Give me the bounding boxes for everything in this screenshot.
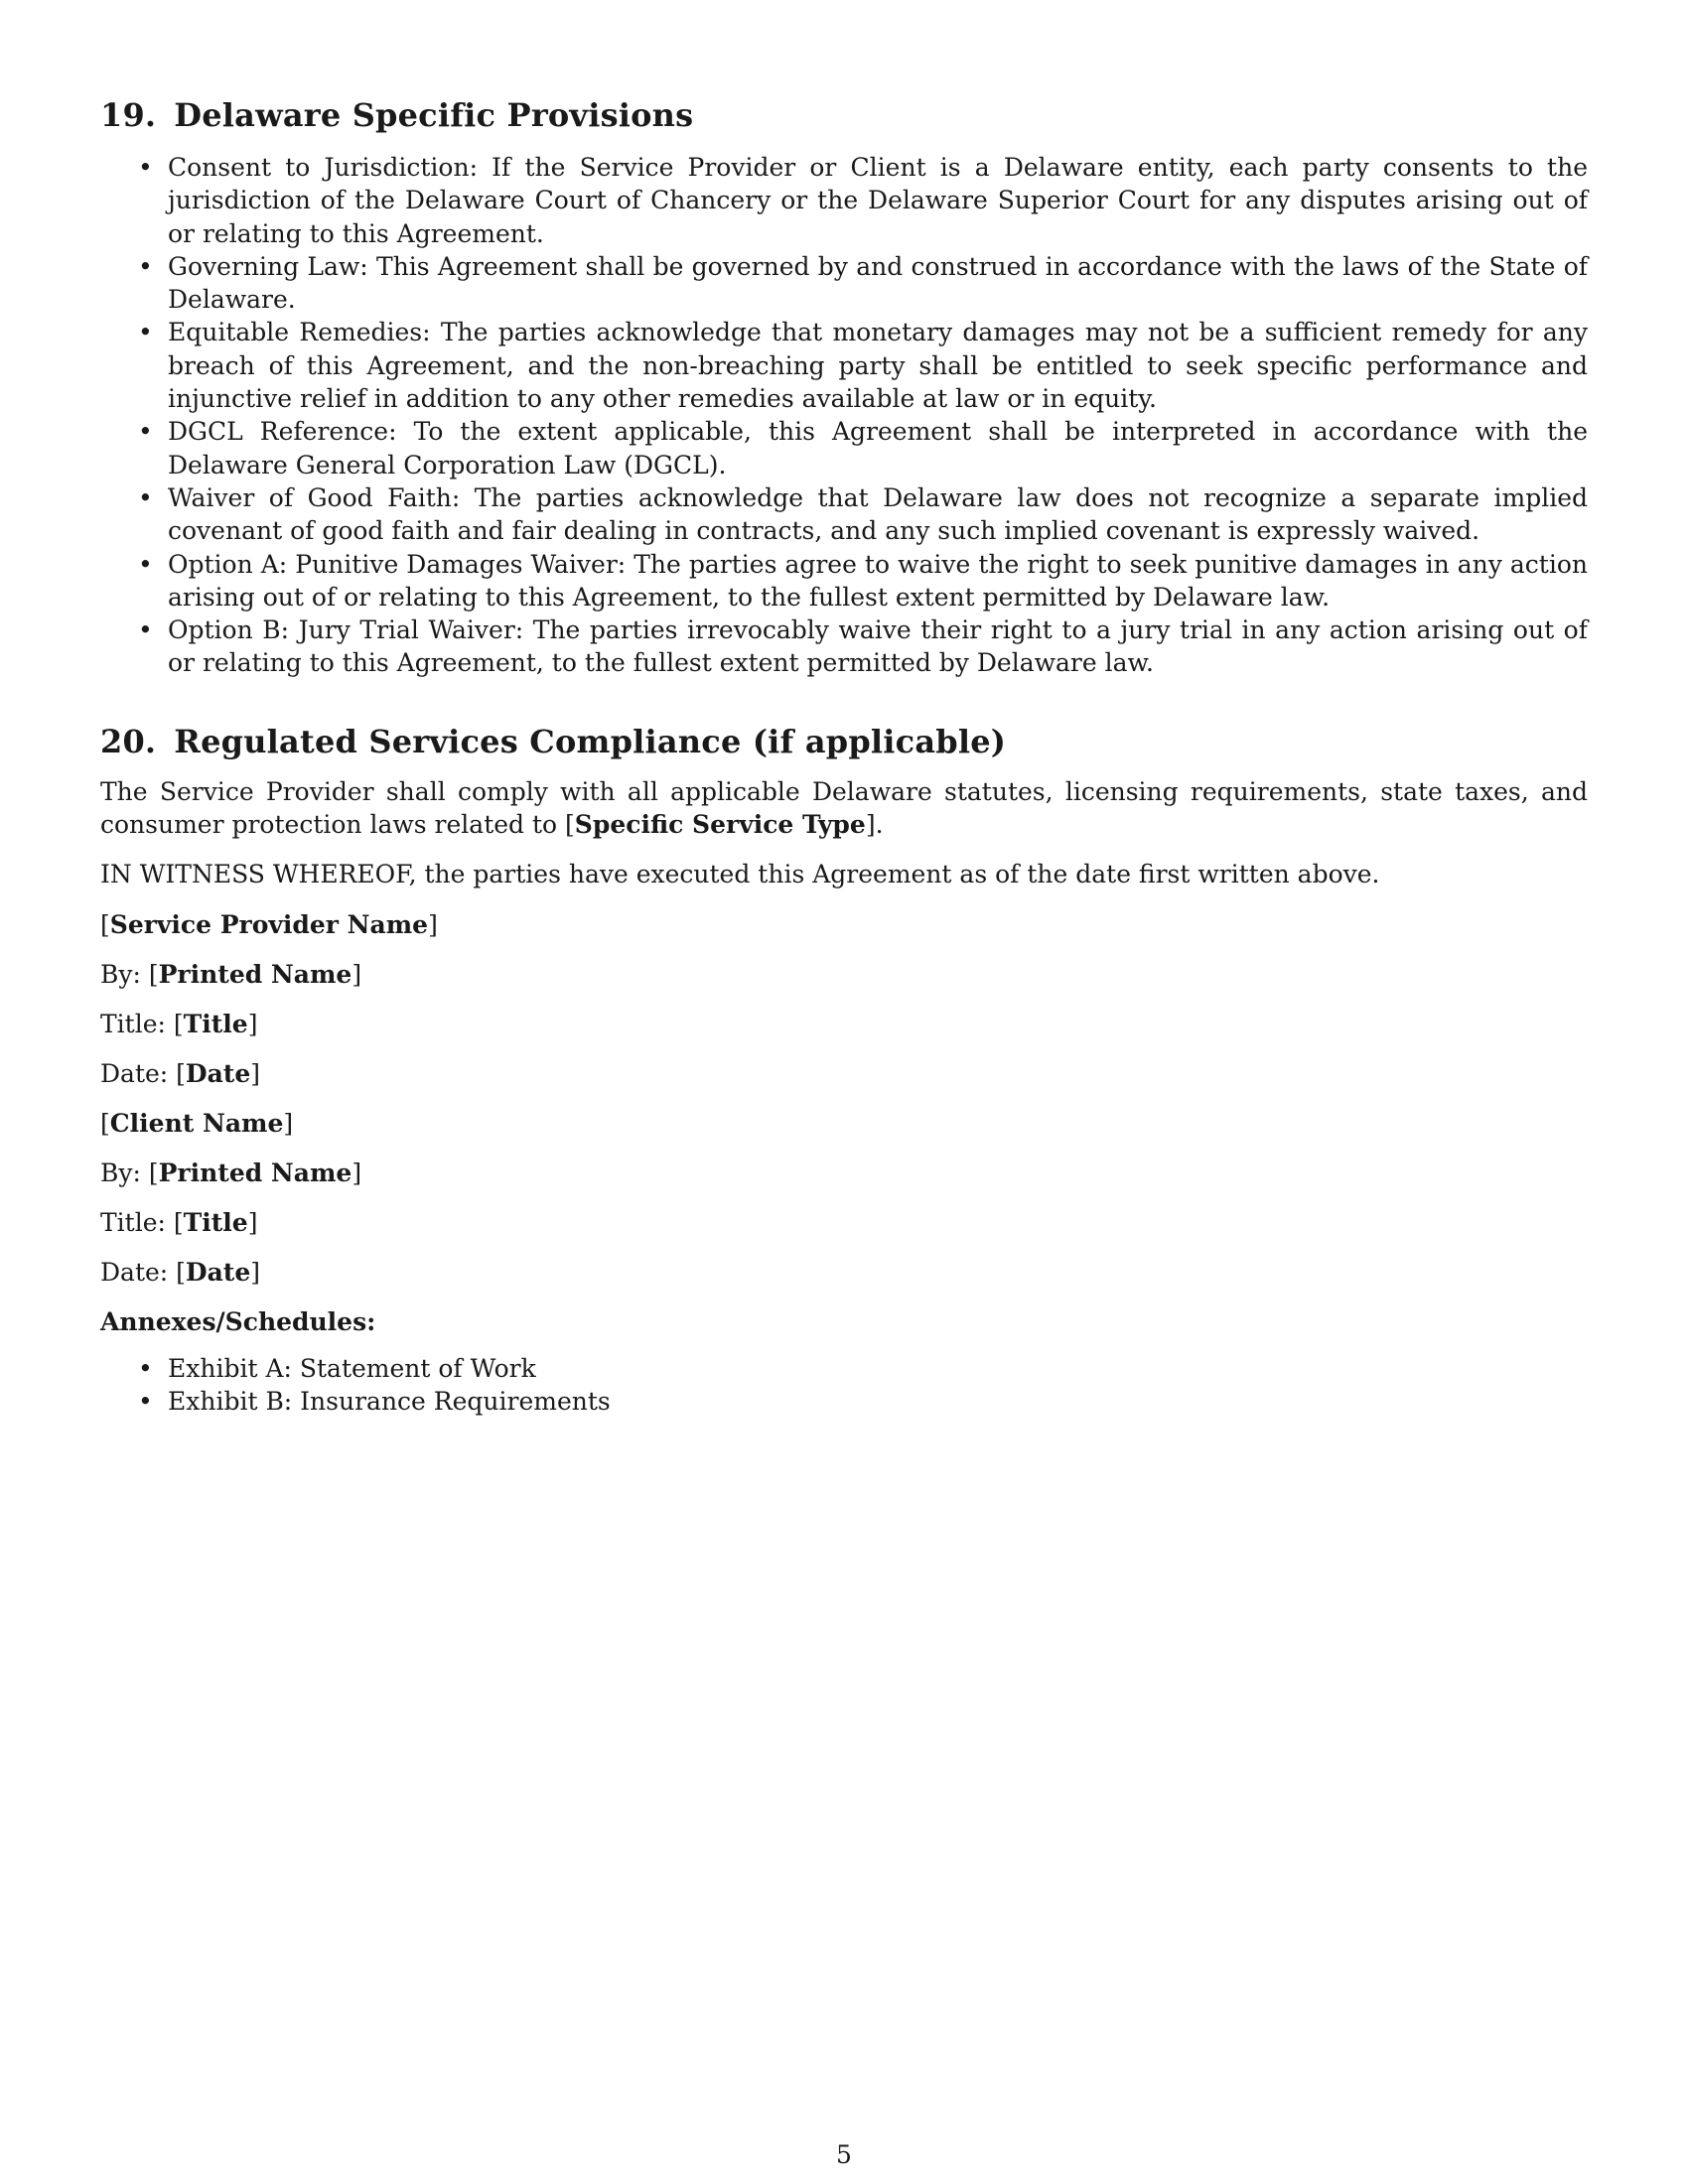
provider-date-placeholder: Date bbox=[185, 1058, 251, 1088]
client-date-label: Date: bbox=[100, 1257, 169, 1287]
client-date-line: Date: [Date] bbox=[100, 1257, 261, 1287]
client-name-placeholder: Client Name bbox=[109, 1108, 284, 1138]
provider-name-line: [Service Provider Name] bbox=[100, 909, 438, 939]
annexes-heading: Annexes/Schedules: bbox=[100, 1306, 376, 1336]
list-item-equitable-remedies: • Equitable Remedies: The parties acknowledge that monetary damages may not be a sufficient remedy for any breach of this Agreement, and the non-breaching party shall be entitled to seek specific performance and injunctive relief in addition to any other remedies available at law or in equity. bbox=[100, 316, 1588, 415]
section-20-body: The Service Provider shall comply with all applicable Delaware statutes, licensing requirements, state taxes, and consumer protection laws related to [Specific Service Type]. bbox=[100, 776, 1588, 840]
client-by-line: By: [Printed Name] bbox=[100, 1158, 362, 1187]
section-20-body-end: . bbox=[875, 810, 884, 840]
client-name-line: [Client Name] bbox=[100, 1108, 294, 1138]
section-19-heading bbox=[100, 91, 1588, 139]
provider-printed-name-placeholder: Printed Name bbox=[158, 959, 352, 989]
list-item-governing-law: • Governing Law: This Agreement shall be governed by and construed in accordance with the laws of the State of Delaware. bbox=[100, 250, 1588, 317]
provider-by-label: By: bbox=[100, 959, 141, 989]
section-19-number: 19. bbox=[100, 96, 157, 134]
provider-by-line: By: [Printed Name] bbox=[100, 959, 362, 989]
client-title-label: Title: bbox=[100, 1207, 166, 1237]
list-item-waiver-of-good-faith: • Waiver of Good Faith: The parties acknowledge that Delaware law does not recognize a separate implied covenant of good faith and fair dealing in contracts, and any such implied covenant is expressly waived. bbox=[100, 481, 1588, 548]
specific-service-type-placeholder: Specific Service Type bbox=[574, 810, 866, 840]
list-item-exhibit-b: • Exhibit B: Insurance Requirements bbox=[100, 1385, 1588, 1418]
provider-date-label: Date: bbox=[100, 1058, 169, 1088]
page-number: 5 bbox=[836, 2140, 852, 2169]
section-20-heading bbox=[100, 718, 1588, 765]
list-item-dgcl-reference: • DGCL Reference: To the extent applicable, this Agreement shall be interpreted in accordance with the Delaware General Corporation Law (DGCL). bbox=[100, 415, 1588, 481]
provider-title-label: Title: bbox=[100, 1009, 166, 1038]
list-item-option-b: • Option B: Jury Trial Waiver: The parties irrevocably waive their right to a jury trial in any action arising out of or relating to this Agreement, to the fullest extent permitted by Delaware law. bbox=[100, 614, 1588, 680]
client-date-placeholder: Date bbox=[185, 1257, 251, 1287]
section-20-title: Regulated Services Compliance (if applicable) bbox=[174, 722, 1007, 760]
list-item-option-a: • Option A: Punitive Damages Waiver: The parties agree to waive the right to seek punitive damages in any action arising out of or relating to this Agreement, to the fullest extent permitted by Delaware law. bbox=[100, 548, 1588, 614]
document-page bbox=[100, 91, 1588, 1418]
list-item-exhibit-a: • Exhibit A: Statement of Work bbox=[100, 1352, 1588, 1385]
section-19-title: Delaware Specific Provisions bbox=[174, 96, 694, 134]
list-item-consent-to-jurisdiction: • Consent to Jurisdiction: If the Service Provider or Client is a Delaware entity, each party consents to the jurisdiction of the Delaware Court of Chancery or the Delaware Superior Court for any disputes arising out of or relating to this Agreement. bbox=[100, 151, 1588, 250]
client-by-label: By: bbox=[100, 1158, 141, 1187]
provider-title-line: Title: [Title] bbox=[100, 1009, 258, 1038]
witness-statement: IN WITNESS WHEREOF, the parties have executed this Agreement as of the date first written above. bbox=[100, 860, 1380, 889]
section-19-list bbox=[100, 151, 1588, 680]
client-title-line: Title: [Title] bbox=[100, 1207, 258, 1237]
provider-name-placeholder: Service Provider Name bbox=[109, 909, 429, 939]
client-title-placeholder: Title bbox=[183, 1207, 248, 1237]
section-20-number: 20. bbox=[100, 722, 157, 760]
client-printed-name-placeholder: Printed Name bbox=[158, 1158, 352, 1187]
provider-date-line: Date: [Date] bbox=[100, 1058, 261, 1088]
provider-title-placeholder: Title bbox=[183, 1009, 248, 1038]
section-20-body-text: The Service Provider shall comply with all applicable Delaware statutes, licensing requirements, state taxes, and consumer protection laws related to bbox=[100, 776, 1588, 840]
annexes-list bbox=[100, 1352, 1588, 1419]
